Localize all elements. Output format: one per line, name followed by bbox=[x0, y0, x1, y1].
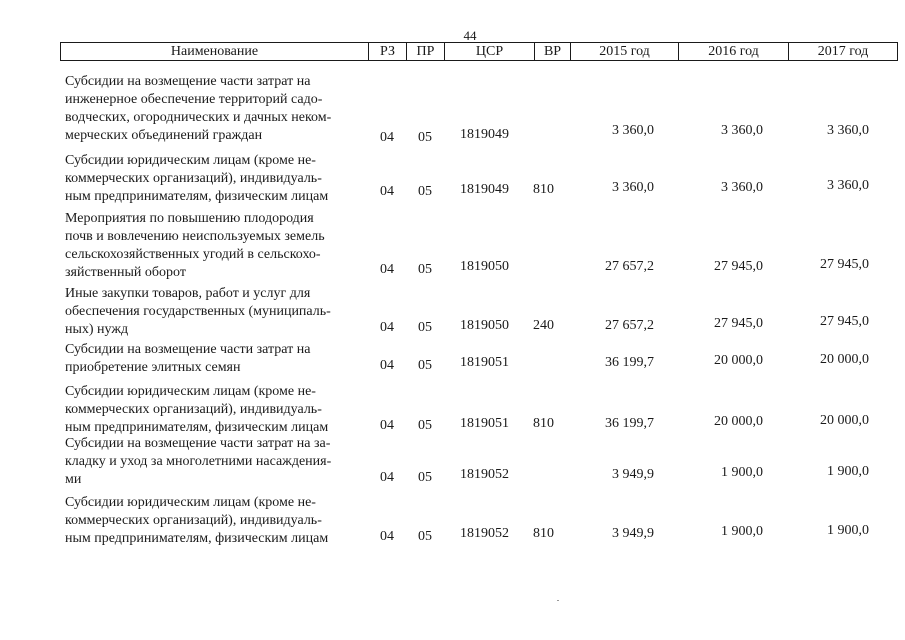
row-name-line: ным предпринимателям, физическим лицам bbox=[65, 420, 329, 435]
row-name-line: ным предпринимателям, физическим лицам bbox=[65, 531, 329, 546]
row-2015: 27 657,2 bbox=[605, 318, 654, 333]
row-2016: 3 360,0 bbox=[721, 180, 763, 195]
page-number: 44 bbox=[463, 28, 477, 43]
row-name bbox=[65, 383, 365, 437]
table-row bbox=[60, 152, 896, 206]
table-row bbox=[60, 210, 896, 282]
row-name-line: зяйственный оборот bbox=[65, 265, 186, 280]
header-2015: 2015 год bbox=[571, 43, 679, 60]
row-pr: 05 bbox=[418, 262, 432, 277]
row-vr: 810 bbox=[533, 182, 554, 197]
row-name-line: ным предпринимателям, физическим лицам bbox=[65, 189, 329, 204]
row-2016: 20 000,0 bbox=[714, 353, 763, 368]
table-row bbox=[60, 341, 896, 377]
row-csr: 1819052 bbox=[460, 526, 509, 541]
row-name-line: Субсидии юридическим лицам (кроме не- bbox=[65, 495, 316, 510]
header-2017: 2017 год bbox=[817, 44, 869, 59]
row-2015: 3 360,0 bbox=[612, 123, 654, 138]
row-2017: 27 945,0 bbox=[820, 314, 869, 329]
row-name bbox=[65, 285, 365, 339]
row-rz: 04 bbox=[380, 320, 394, 335]
scan-speck bbox=[557, 600, 559, 601]
table-row bbox=[60, 494, 896, 548]
row-name-line: кладку и уход за многолетними насаждения- bbox=[65, 454, 332, 469]
row-name bbox=[65, 494, 365, 548]
row-pr: 05 bbox=[418, 184, 432, 199]
row-2017: 1 900,0 bbox=[827, 523, 869, 538]
row-2015: 27 657,2 bbox=[605, 259, 654, 274]
row-vr: 810 bbox=[533, 416, 554, 431]
row-2017: 27 945,0 bbox=[820, 257, 869, 272]
row-2015: 3 949,9 bbox=[612, 526, 654, 541]
row-pr: 05 bbox=[418, 418, 432, 433]
row-name-line: мерческих объединений граждан bbox=[65, 128, 263, 143]
row-rz: 04 bbox=[380, 184, 394, 199]
row-rz: 04 bbox=[380, 529, 394, 544]
row-2015: 36 199,7 bbox=[605, 355, 654, 370]
row-2016: 1 900,0 bbox=[721, 524, 763, 539]
row-2017: 20 000,0 bbox=[820, 413, 869, 428]
header-csr: ЦСР bbox=[445, 43, 535, 60]
row-csr: 1819051 bbox=[460, 355, 509, 370]
row-2015: 3 360,0 bbox=[612, 180, 654, 195]
row-name-line: Субсидии на возмещение части затрат на bbox=[65, 342, 311, 357]
row-name-line: приобретение элитных семян bbox=[65, 360, 241, 375]
row-2017: 1 900,0 bbox=[827, 464, 869, 479]
row-name-line: Иные закупки товаров, работ и услуг для bbox=[65, 286, 311, 301]
header-pr: ПР bbox=[407, 43, 445, 60]
row-csr: 1819049 bbox=[460, 127, 509, 142]
row-name-line: водческих, огороднических и дачных неком- bbox=[65, 110, 332, 125]
header-vr: ВР bbox=[535, 43, 571, 60]
row-2017: 20 000,0 bbox=[820, 352, 869, 367]
row-2016: 3 360,0 bbox=[721, 123, 763, 138]
row-name bbox=[65, 152, 365, 206]
row-name-line: инженерное обеспечение территорий садо- bbox=[65, 92, 323, 107]
row-2017: 3 360,0 bbox=[827, 123, 869, 138]
row-csr: 1819051 bbox=[460, 416, 509, 431]
table-row bbox=[60, 435, 896, 489]
header-2016: 2016 год bbox=[679, 43, 789, 60]
row-pr: 05 bbox=[418, 470, 432, 485]
row-name bbox=[65, 73, 365, 145]
row-rz: 04 bbox=[380, 418, 394, 433]
row-2015: 3 949,9 bbox=[612, 467, 654, 482]
row-name bbox=[65, 210, 365, 282]
row-name-line: коммерческих организаций), индивидуаль- bbox=[65, 171, 322, 186]
row-name-line: Мероприятия по повышению плодородия bbox=[65, 211, 314, 226]
table-row bbox=[60, 285, 896, 339]
row-name-line: почв и вовлечению неиспользуемых земель bbox=[65, 229, 325, 244]
header-name: Наименование bbox=[61, 43, 369, 60]
row-vr: 810 bbox=[533, 526, 554, 541]
row-name-line: сельскохозяйственных угодий в сельскохо- bbox=[65, 247, 321, 262]
row-name bbox=[65, 341, 365, 377]
row-csr: 1819050 bbox=[460, 318, 509, 333]
row-rz: 04 bbox=[380, 470, 394, 485]
row-2015: 36 199,7 bbox=[605, 416, 654, 431]
row-vr: 240 bbox=[533, 318, 554, 333]
row-2016: 27 945,0 bbox=[714, 259, 763, 274]
row-2016: 20 000,0 bbox=[714, 414, 763, 429]
row-csr: 1819049 bbox=[460, 182, 509, 197]
table-row bbox=[60, 383, 896, 437]
row-rz: 04 bbox=[380, 358, 394, 373]
row-name-line: Субсидии на возмещение части затрат на bbox=[65, 74, 311, 89]
row-pr: 05 bbox=[418, 320, 432, 335]
table-row bbox=[60, 73, 896, 145]
table-header bbox=[60, 42, 898, 61]
row-name-line: Субсидии юридическим лицам (кроме не- bbox=[65, 384, 316, 399]
row-name-line: коммерческих организаций), индивидуаль- bbox=[65, 402, 322, 417]
row-2016: 1 900,0 bbox=[721, 465, 763, 480]
row-name-line: ми bbox=[65, 472, 82, 487]
row-name-line: Субсидии юридическим лицам (кроме не- bbox=[65, 153, 316, 168]
row-rz: 04 bbox=[380, 262, 394, 277]
row-pr: 05 bbox=[418, 529, 432, 544]
row-2017: 3 360,0 bbox=[827, 178, 869, 193]
header-rz: РЗ bbox=[369, 43, 407, 60]
row-name-line: Субсидии на возмещение части затрат на за- bbox=[65, 436, 331, 451]
row-pr: 05 bbox=[418, 130, 432, 145]
row-csr: 1819050 bbox=[460, 259, 509, 274]
row-name-line: коммерческих организаций), индивидуаль- bbox=[65, 513, 322, 528]
row-csr: 1819052 bbox=[460, 467, 509, 482]
row-name-line: ных) нужд bbox=[65, 322, 129, 337]
row-2016: 27 945,0 bbox=[714, 316, 763, 331]
row-rz: 04 bbox=[380, 130, 394, 145]
row-name-line: обеспечения государственных (муниципаль- bbox=[65, 304, 331, 319]
row-name bbox=[65, 435, 365, 489]
row-pr: 05 bbox=[418, 358, 432, 373]
